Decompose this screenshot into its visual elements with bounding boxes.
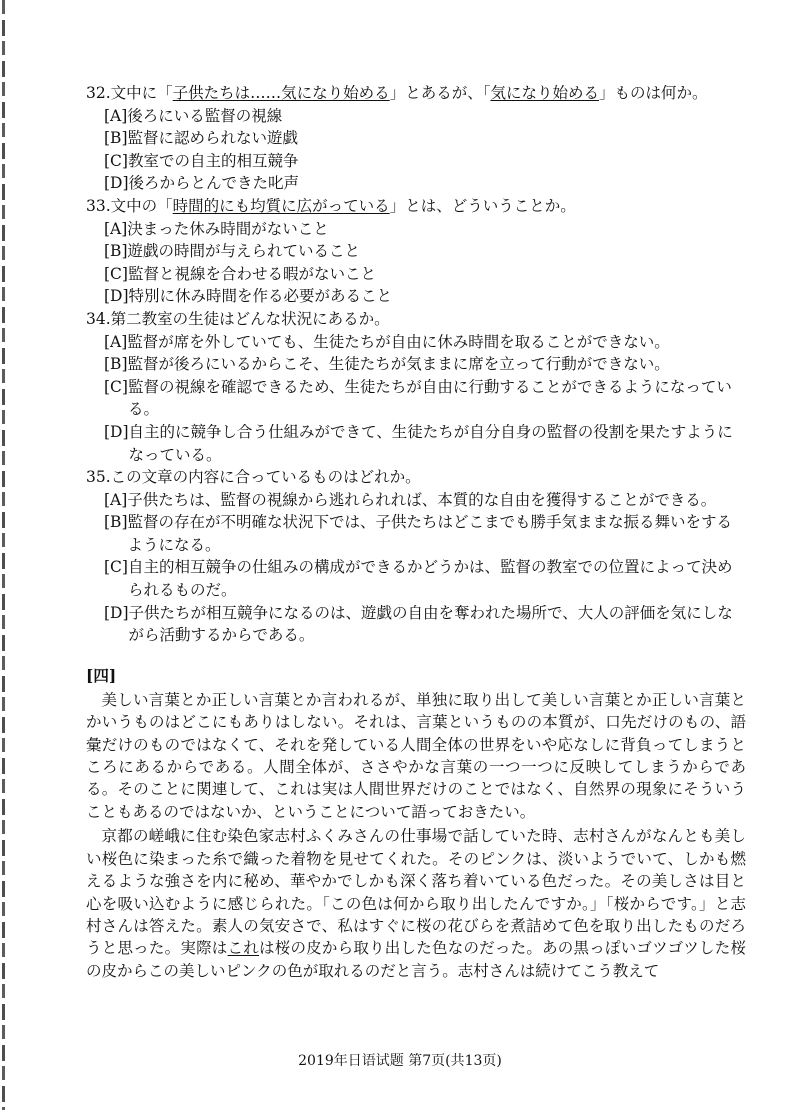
underlined-quote: 気になり始める (490, 84, 599, 102)
option-label: [D] (104, 603, 129, 622)
question-stem (86, 466, 746, 489)
answer-option (86, 331, 746, 354)
option-label: [D] (104, 174, 129, 193)
question-text: 」ものは何か。 (598, 84, 708, 102)
question-35 (86, 466, 746, 647)
answer-option (86, 511, 746, 556)
question-34 (86, 308, 746, 466)
question-number: 32. (86, 84, 111, 102)
option-text: 自主的に競争し合う仕組みができて、生徒たちが自分自身の監督の役割を果たすようになっている。 (128, 422, 733, 464)
option-label: [D] (104, 287, 129, 306)
question-list (86, 82, 746, 647)
question-stem (86, 195, 746, 218)
option-label: [A] (104, 219, 128, 238)
underlined-quote: 時間的にも均質に広がっている (172, 196, 390, 215)
answer-option (86, 105, 746, 128)
question-text: 」とあるが、「 (389, 84, 491, 102)
option-label: [B] (104, 129, 128, 148)
question-text: 文中に「 (110, 84, 173, 102)
answer-option (86, 556, 746, 601)
answer-option (86, 376, 746, 421)
underlined-quote: 子供たちは……気になり始める (172, 84, 390, 102)
section-heading: [四] (86, 665, 117, 685)
answer-option (86, 421, 746, 466)
option-text: 自主的相互競争の仕組みの構成ができるかどうかは、監督の教室での位置によって決められるものだ。 (127, 558, 733, 600)
option-text: 監督と視線を合わせる暇がないこと (127, 264, 376, 283)
underlined-word: これ (227, 939, 259, 958)
option-text: 教室での自主的相互競争 (127, 151, 299, 170)
option-text: 監督に認められない遊戯 (127, 129, 299, 148)
answer-option (86, 489, 746, 512)
option-text: 子供たちが相互競争になるのは、遊戯の自由を奪われた場所で、大人の評価を気にしながら活動するからである。 (128, 603, 733, 645)
scan-binding-edge (2, 0, 5, 1110)
option-label: [C] (104, 377, 128, 396)
question-stem (86, 308, 746, 331)
question-number: 34. (86, 309, 111, 328)
page-content (86, 82, 746, 982)
option-label: [C] (104, 151, 128, 170)
question-number: 33. (86, 196, 111, 215)
question-number: 35. (86, 468, 111, 487)
question-33 (86, 195, 746, 308)
option-label: [A] (104, 106, 128, 125)
answer-option (86, 285, 746, 308)
option-text: 監督の存在が不明確な状況下では、子供たちはどこまでも勝手気ままな振る舞いをするようになる。 (127, 513, 733, 554)
option-text: 特別に休み時間を作る必要があること (128, 287, 393, 306)
page-footer: 2019年日语试题 第7页(共13页) (298, 1053, 502, 1069)
answer-option (86, 150, 746, 173)
option-label: [A] (104, 490, 128, 509)
option-text: 後ろにいる監督の視線 (127, 106, 283, 125)
answer-option (86, 263, 746, 286)
question-32 (86, 82, 746, 195)
answer-option (86, 353, 746, 376)
answer-option (86, 172, 746, 195)
question-text: 文中の「 (110, 196, 173, 215)
option-text: 監督が席を外していても、生徒たちが自由に休み時間を取ることができない。 (127, 332, 670, 351)
option-label: [B] (104, 355, 128, 374)
option-text: 後ろからとんできた叱声 (128, 174, 300, 193)
option-label: [B] (104, 242, 128, 261)
option-label: [D] (104, 422, 129, 441)
option-text: 子供たちは、監督の視線から逃れられれば、本質的な自由を獲得することができる。 (127, 490, 717, 509)
passage-text: 京都の嵯峨に住む染色家志村ふくみさんの仕事場で話していた時、志村さんがなんとも美しい桜色に染まった糸で織った着物を見せてくれた。そのピンクは、淡いようでいて、しかも燃えるような強さを内に秘め、華やかでしかも深く落ち着いている色だった。その美しさは目と心を吸い込むように感じられた。「この色は何から取り出したんですか。」「桜からです。」と志村さんは答えた。素人の気安さで、私はすぐに桜の花びらを煮詰めて色を取り出したものだろうと思った。実際は (86, 827, 746, 958)
option-label: [C] (104, 558, 128, 577)
option-label: [B] (104, 513, 128, 532)
question-text: 」とは、どういうことか。 (389, 196, 576, 215)
question-stem (86, 82, 746, 105)
option-text: 監督の視線を確認できるため、生徒たちが自由に行動することができるようになっている。 (127, 377, 732, 419)
option-text: 遊戯の時間が与えられていること (127, 242, 361, 261)
answer-option (86, 218, 746, 241)
option-label: [A] (104, 332, 128, 351)
question-text: 第二教室の生徒はどんな状況にあるか。 (110, 309, 390, 328)
answer-option (86, 127, 746, 150)
answer-option (86, 602, 746, 647)
passage-paragraph-2 (86, 825, 746, 982)
question-text: この文章の内容に合っているものはどれか。 (110, 468, 421, 487)
answer-option (86, 240, 746, 263)
passage-text: は桜の皮から取り出した色なのだった。あの黒っぽいゴツゴツした桜の皮からこの美しいピンクの色が取れるのだと言う。志村さんは続けてこう教えて (86, 939, 746, 980)
option-label: [C] (104, 264, 128, 283)
option-text: 監督が後ろにいるからこそ、生徒たちが気ままに席を立って行動ができない。 (127, 355, 670, 374)
option-text: 決まった休み時間がないこと (127, 219, 329, 238)
passage-paragraph-1: 美しい言葉とか正しい言葉とか言われるが、単独に取り出して美しい言葉とか正しい言葉とかいうものはどこにもありはしない。それは、言葉というものの本質が、口先だけのもの、語彙だけのものではなくて、それを発している人間全体の世界をいや応なしに背負ってしまうところにあるからである。人間全体が、ささやかな言葉の一つ一つに反映してしまうからである。そのことに関連して、これは実は人間世界だけのことではなく、自然界の現象にそういうこともあるのではないか、ということについて語っておきたい。 (86, 690, 746, 821)
